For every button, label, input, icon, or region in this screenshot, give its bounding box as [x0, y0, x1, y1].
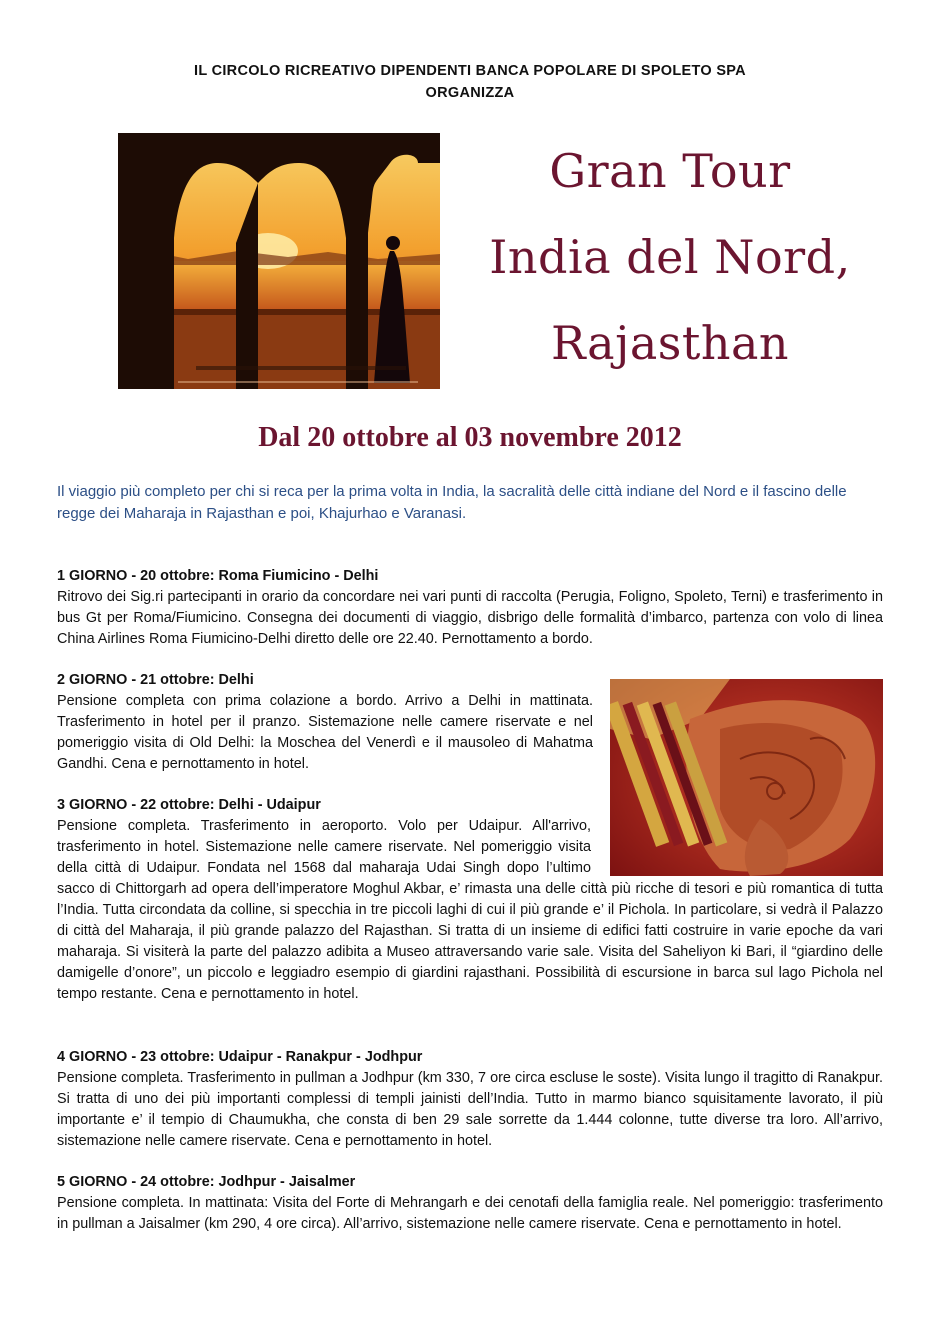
organizer-line-1: IL CIRCOLO RICREATIVO DIPENDENTI BANCA POPOLARE DI SPOLETO SPA — [194, 63, 746, 79]
itinerary-day-2 — [57, 670, 593, 775]
day-5-text: Pensione completa. In mattinata: Visita del Forte di Mehrangarh e dei cenotafi della famiglia reale. Nel pomeriggio: trasferimento in pullman a Jaisalmer (km 290, 4 ore circa). All’arrivo, sistemazione nelle camere riservate. Cena e pernottamento in hotel. — [57, 1195, 883, 1232]
tour-title — [470, 128, 870, 386]
day-4-title: 4 GIORNO - 23 ottobre: Udaipur - Ranakpur - Jodhpur — [57, 1049, 423, 1065]
day-4-text: Pensione completa. Trasferimento in pullman a Jodhpur (km 330, 7 ore circa escluse le soste). Visita lungo il tragitto di Ranakpur. Si tratta di uno dei più importanti complessi di templi jainisti dell’India. Tutto in marmo bianco squisitamente lavorato, il più importante e’ il tempio di Chaumukha, che consta di ben 29 sale sorrette da 1.444 colonne, tutte diverse tra loro. All’arrivo, sistemazione nelle camere riservate. Cena e pernottamento in hotel. — [57, 1070, 883, 1149]
itinerary-day-3 — [57, 795, 883, 1005]
day-2-text: Pensione completa con prima colazione a bordo. Arrivo a Delhi in mattinata. Trasferimento in hotel per il pranzo. Sistemazione nelle camere riservate e nel pomeriggio visita di Old Delhi: la Moschea del Venerdì e il mausoleo di Mahatma Gandhi. Cena e pernottamento in hotel. — [57, 693, 593, 772]
organizer-line-2: ORGANIZZA — [425, 85, 515, 101]
itinerary-day-5 — [57, 1172, 883, 1235]
day-5-title: 5 GIORNO - 24 ottobre: Jodhpur - Jaisalmer — [57, 1174, 356, 1190]
organizer-header — [0, 60, 940, 104]
intro-paragraph: Il viaggio più completo per chi si reca per la prima volta in India, la sacralità delle città indiane del Nord e il fascino delle regge dei Maharaja in Rajasthan e poi, Khajurhao e Varanasi. — [57, 483, 847, 522]
image-wrap-spacer — [591, 795, 883, 879]
itinerary-day-1 — [57, 566, 883, 650]
tour-dates: Dal 20 ottobre al 03 novembre 2012 — [258, 422, 682, 453]
itinerary-day-4 — [57, 1047, 883, 1152]
tour-title-line-2: India del Nord, — [489, 230, 851, 284]
day-2-title: 2 GIORNO - 21 ottobre: Delhi — [57, 672, 254, 688]
arches-sunset-photo — [118, 133, 440, 389]
tour-title-line-3: Rajasthan — [550, 316, 790, 370]
tour-title-line-1: Gran Tour — [549, 144, 791, 198]
day-1-title: 1 GIORNO - 20 ottobre: Roma Fiumicino - Delhi — [57, 568, 379, 584]
day-1-text: Ritrovo dei Sig.ri partecipanti in orario da concordare nei vari punti di raccolta (Perugia, Foligno, Spoleto, Terni) e trasferimento in bus Gt per Roma/Fiumicino. Consegna dei documenti di viaggio, disbrigo delle formalità d’imbarco, partenza con volo di linea China Airlines Roma Fiumicino-Delhi diretto delle ore 22.40. Pernottamento a bordo. — [57, 589, 883, 647]
day-3-title: 3 GIORNO - 22 ottobre: Delhi - Udaipur — [57, 797, 321, 813]
day-3-text: Pensione completa. Trasferimento in aeroporto. Volo per Udaipur. All'arrivo, trasferimento in hotel. Sistemazione nelle camere riservate. Nel pomeriggio visita della città di Udaipur. Fondata nel 1568 dal maharaja Udai Singh dopo l’ultimo sacco di Chittorgarh ad opera dell’imperatore Moghul Akbar, e’ rimasta una delle città più ricche di tesori e più romantica di tutta l’India. Tutta circondata da colline, si specchia in tre piccoli laghi di cui il più grande e’ il Pichola. In particolare, si vedrà il Palazzo di città del Maharaja, il più grande palazzo del Rajasthan. Si tratta di un insieme di edifici fatti costruire in varie epoche da vari maharaja. Si visiterà la parte del palazzo adibita a Museo attraversando varie sale. Visita del Saheliyon ki Bari, il “giardino delle damigelle d’onore”, un piccolo e leggiadro esempio di giardini rajasthani. Possibilità di escursione in barca sul lago Pichola nel tempo restante. Cena e pernottamento in hotel. — [57, 818, 883, 1002]
